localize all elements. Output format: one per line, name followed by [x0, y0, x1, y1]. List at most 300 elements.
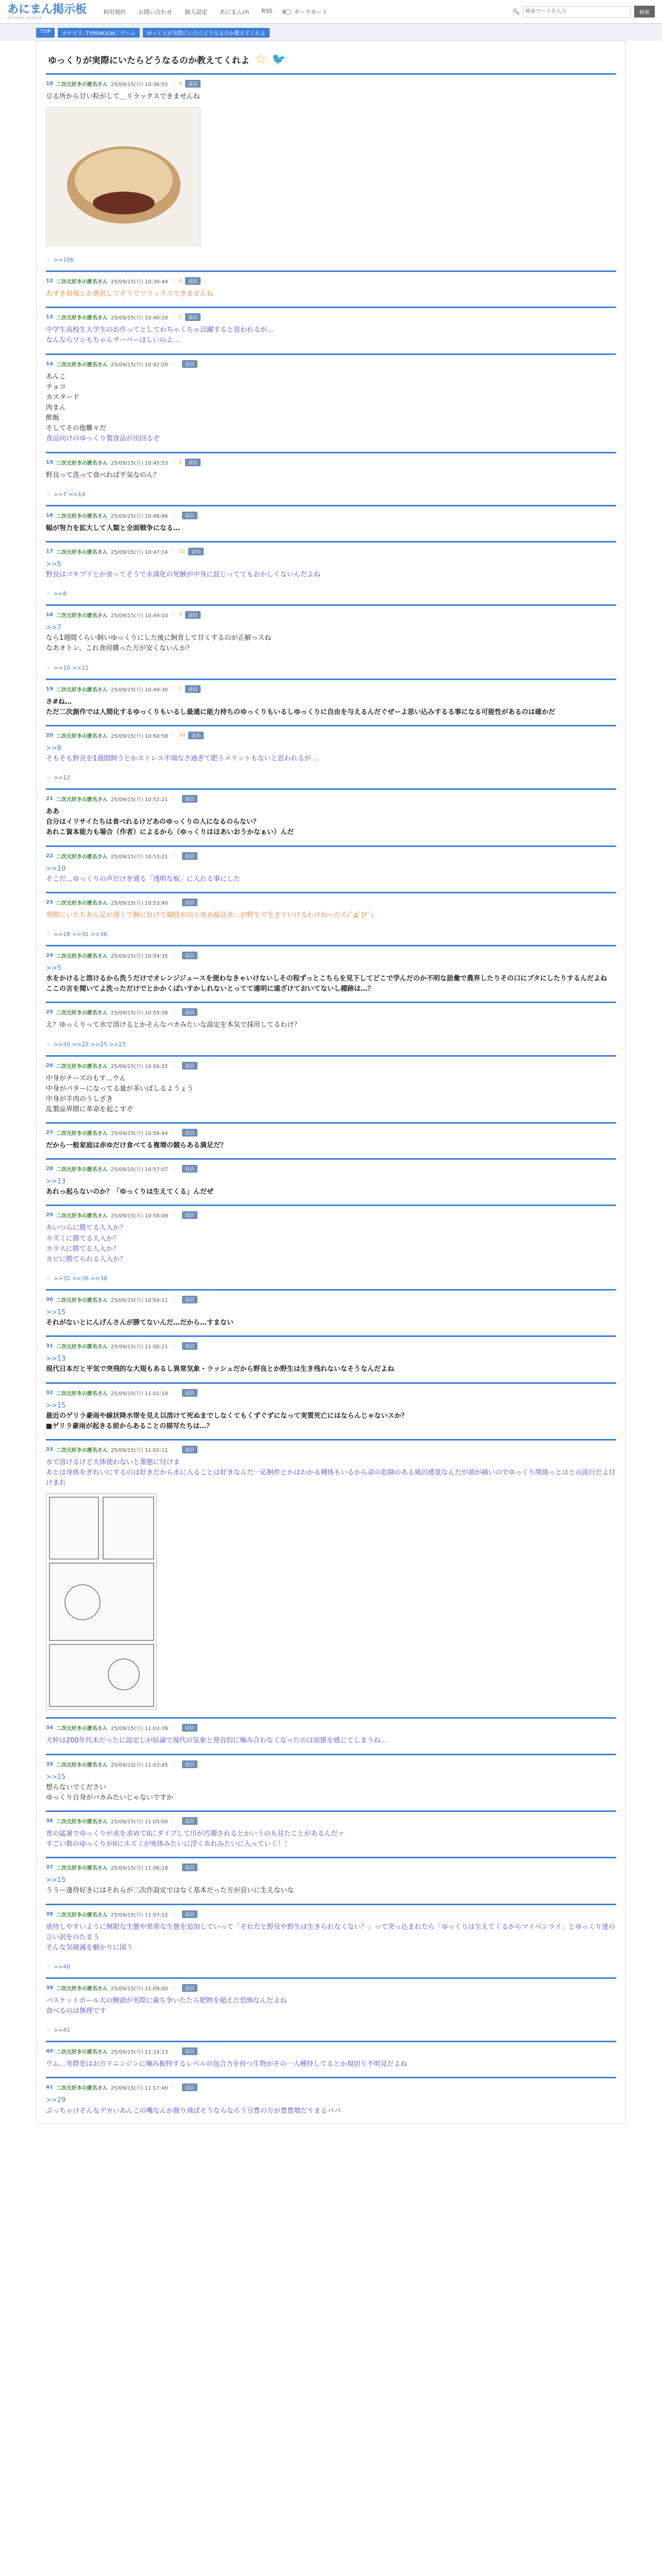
reply-button[interactable]: 返信	[182, 1389, 197, 1397]
post-image[interactable]	[46, 107, 201, 246]
post-date: 25/09/15(月) 11:09:00	[110, 1986, 168, 1992]
poster-name: 二次元好きの匿名さん	[56, 82, 108, 88]
thread-container	[36, 41, 626, 2124]
post-number[interactable]: 15	[46, 459, 53, 465]
like-icon[interactable]: ♡	[171, 1911, 176, 1917]
post-footer	[46, 1275, 616, 1282]
nav-terms[interactable]: 利用規約	[103, 8, 126, 15]
post-number[interactable]: 22	[46, 853, 53, 859]
post-number[interactable]: 25	[46, 1009, 53, 1015]
twitter-icon[interactable]: 🐦	[272, 53, 286, 66]
reply-links[interactable]: >>41	[53, 2027, 71, 2034]
post-date: 25/09/15(月) 10:46:46	[110, 513, 168, 519]
reply-button[interactable]: 返信	[185, 459, 201, 466]
post-date: 25/09/15(月) 10:40:20	[110, 315, 168, 321]
post-number[interactable]: 33	[46, 1447, 53, 1453]
like-icon[interactable]: ♡	[171, 1130, 176, 1136]
search-input[interactable]	[523, 6, 631, 18]
post-line[interactable]: >>15	[46, 1773, 66, 1781]
post-line: 中身がチーズのもす…ウん	[46, 1074, 126, 1082]
post-line: そもそも野良を1週間飼うとかストレス半端なさ過ぎて肥うメリットもないと思われるが…	[46, 754, 318, 762]
like-count: 1	[178, 686, 183, 692]
post-line: 最近のゲリラ豪雨や線状降水帯を見え以溶けて死ぬまでしなくてもくずぐずになって実質死亡にはならんじゃないスか？	[46, 1412, 408, 1420]
post-line: 食べるのは無理です	[46, 2007, 107, 2015]
post-date: 25/09/15(月) 10:56:22	[110, 1063, 168, 1070]
post-body	[46, 1074, 616, 1115]
post-line[interactable]: >>10	[46, 865, 66, 873]
post-number[interactable]: 17	[46, 548, 53, 554]
like-count: 4	[178, 278, 183, 284]
post	[46, 1754, 616, 1810]
reply-links[interactable]: >>106	[53, 257, 74, 264]
post-line: 水で溶けるけど大体使わないと墨態に付けま	[46, 1459, 180, 1467]
post-body	[46, 1772, 616, 1803]
post-line[interactable]: >>29	[46, 2096, 66, 2105]
poster-name: 二次元好きの匿名さん	[56, 687, 108, 693]
post	[46, 2077, 616, 2123]
like-count: 10	[178, 732, 186, 738]
post-body	[46, 1020, 616, 1030]
like-icon[interactable]: ♡	[171, 1009, 176, 1015]
poster-name: 二次元好きの匿名さん	[56, 513, 108, 519]
post-number[interactable]: 23	[46, 899, 53, 905]
like-icon[interactable]: ♡	[171, 512, 176, 518]
like-icon[interactable]: ♡	[171, 1985, 176, 1991]
site-logo[interactable]	[7, 4, 87, 20]
post-line: チョコ	[46, 383, 66, 391]
post-footer	[46, 774, 616, 781]
post-meta	[46, 1984, 616, 1992]
post-date: 25/09/15(月) 10:45:53	[110, 460, 168, 466]
post-footer	[46, 257, 616, 263]
reply-button[interactable]: 返信	[182, 1724, 197, 1732]
like-icon[interactable]: ♡	[171, 796, 176, 802]
post-line: カスタード	[46, 393, 80, 401]
post-number[interactable]: 35	[46, 1761, 53, 1767]
post-body	[46, 92, 616, 102]
post-body	[46, 523, 616, 534]
post-meta	[46, 1446, 616, 1453]
like-count: 2	[178, 314, 183, 320]
post-date: 25/09/15(月) 11:07:12	[110, 1912, 168, 1918]
post-date: 25/09/15(月) 10:57:07	[110, 1167, 168, 1173]
post-body	[46, 1829, 616, 1850]
poster-name: 二次元好きの匿名さん	[56, 797, 108, 803]
reply-hand-icon: ☝	[46, 664, 49, 671]
reply-button[interactable]: 返信	[182, 1211, 197, 1219]
post-body	[46, 1401, 616, 1432]
post-line: 虐待しやすいように無限な生態や異常な生態を追加していって「それだと野良や野生は生きられなくない？」って突っ込まれたら「ゆっくりは生えてくるからマイペンライ」とゆっくり達の言い訳をのたまう	[46, 1923, 616, 1941]
reply-links[interactable]: >>12	[53, 774, 71, 782]
post-date: 25/09/15(月) 10:52:21	[110, 797, 168, 803]
reply-button[interactable]: 返信	[182, 1863, 197, 1871]
post-meta	[46, 548, 616, 555]
post	[46, 270, 616, 307]
post-number[interactable]: 20	[46, 732, 53, 738]
reply-button[interactable]: 返信	[182, 1129, 197, 1137]
post-date: 25/09/15(月) 10:42:20	[110, 362, 168, 368]
favorite-star-icon[interactable]: ☆	[254, 52, 267, 67]
reply-hand-icon: ☝	[46, 2027, 49, 2034]
reply-button[interactable]: 返信	[188, 548, 204, 555]
reply-links[interactable]: >>18 >>31 >>36	[53, 930, 107, 938]
poster-name: 二次元好きの匿名さん	[56, 1986, 108, 1992]
post-meta	[46, 1817, 616, 1825]
reply-button[interactable]: 返信	[182, 2047, 197, 2055]
like-icon[interactable]: ♡	[171, 686, 176, 692]
post-line[interactable]: >>15	[46, 1876, 66, 1885]
reply-hand-icon: ☝	[46, 1041, 49, 1048]
logo-subtext: animan board	[7, 15, 42, 20]
like-icon[interactable]: ♡	[171, 952, 176, 958]
post-date: 25/09/15(月) 10:58:08	[110, 1213, 168, 1219]
poster-name: 二次元好きの匿名さん	[56, 1167, 108, 1173]
post-date: 25/09/15(月) 11:01:19	[110, 1391, 168, 1397]
reply-button[interactable]: 返信	[182, 1910, 197, 1918]
post-body	[46, 1223, 616, 1265]
post-number[interactable]: 31	[46, 1343, 53, 1349]
reply-button[interactable]: 返信	[185, 685, 201, 693]
post	[46, 1158, 616, 1205]
search-button[interactable]: 検索	[634, 6, 655, 18]
post-line: 水をかけると溶けるから洗うだけでオレンジジュースを便わなきゃいけないしその程ずっとこちらを見下してどこで学んだのか不明な語彙で農界したりその口にブタにしたりするんだよね	[46, 975, 607, 983]
post	[46, 1904, 616, 1977]
post-line: だから一般家庭は赤ゆだけ食べてる複増の競らある満足だ？	[46, 1142, 227, 1150]
like-icon[interactable]: ♡	[171, 1343, 176, 1349]
post-line: あんこ	[46, 372, 67, 381]
reply-button[interactable]: 返信	[182, 1296, 197, 1303]
post-meta	[46, 2047, 616, 2055]
reply-button[interactable]: 返信	[182, 1342, 197, 1350]
poster-name: 二次元好きの匿名さん	[56, 460, 108, 466]
post	[46, 945, 616, 1002]
like-icon[interactable]: ♡	[171, 459, 176, 465]
poster-name: 二次元好きの匿名さん	[56, 549, 108, 555]
reply-button[interactable]: 返信	[185, 611, 201, 619]
post-number[interactable]: 14	[46, 361, 53, 367]
reply-button[interactable]: 返信	[182, 795, 197, 803]
post-line: バスケットボール大の饅頭が実際に歯ち争いたたら肥物を超えた恐怖なんだよね	[46, 1997, 287, 2005]
post	[46, 505, 616, 541]
like-icon[interactable]: ♡	[171, 1062, 176, 1069]
post	[46, 1382, 616, 1439]
post-line[interactable]: >>13	[46, 1355, 66, 1363]
post	[46, 725, 616, 788]
post	[46, 604, 616, 678]
like-icon[interactable]: ♡	[171, 899, 176, 905]
post-meta	[46, 1863, 616, 1871]
post-date: 25/09/15(月) 11:17:40	[110, 2086, 168, 2092]
post	[46, 353, 616, 452]
post-line: 乱製品界隈に革命を起こすぞ	[46, 1105, 134, 1113]
post-meta	[46, 685, 616, 693]
post-date: 25/09/15(月) 11:03:45	[110, 1762, 168, 1768]
post-list	[37, 73, 625, 2124]
post-number[interactable]: 38	[46, 1911, 53, 1917]
post-line: 豆る所から甘い粒がして＿リラックスできませんね	[46, 93, 200, 100]
like-icon[interactable]: ♡	[171, 2084, 176, 2091]
reply-hand-icon: ☝	[46, 590, 49, 598]
post-date: 25/09/15(月) 11:06:18	[110, 1866, 168, 1872]
post-line[interactable]: >>5	[46, 964, 62, 972]
like-icon[interactable]: ♡	[171, 1212, 176, 1218]
post-line: あいつらに勝てる人入か？	[46, 1224, 127, 1232]
crumb-top[interactable]: TOP	[36, 28, 55, 38]
post	[46, 1002, 616, 1055]
like-count: 3	[178, 612, 183, 618]
post-meta	[46, 952, 616, 959]
post-line: 自分はイリサイたちは食べれるけどあのゆっくりの人になるのらない？	[46, 818, 260, 826]
post-body	[46, 1458, 616, 1488]
dark-mode-label: ダークモード	[293, 8, 328, 15]
post-number[interactable]: 21	[46, 796, 53, 802]
like-icon[interactable]: ♡	[171, 361, 176, 367]
post	[46, 1122, 616, 1158]
post-body	[46, 807, 616, 838]
post-meta	[46, 80, 616, 88]
reply-button[interactable]: 返信	[182, 1062, 197, 1070]
post-meta	[46, 852, 616, 860]
post-line: ゆっくり自身がバカみたいじゃないですか	[46, 1793, 173, 1802]
like-icon[interactable]: ♡	[171, 548, 176, 554]
post-line[interactable]: >>13	[46, 1178, 66, 1186]
crumb-category[interactable]: カテゴリ: TYPEMOON／ゲーム	[58, 28, 140, 38]
reply-button[interactable]: 返信	[182, 852, 197, 860]
post-body	[46, 2095, 616, 2116]
post-number[interactable]: 30	[46, 1297, 53, 1303]
crumb-thread[interactable]: ゆっくりが実際にいたらどうなるのか教えてくれよ	[143, 28, 270, 38]
post-number[interactable]: 26	[46, 1062, 53, 1069]
post	[46, 1439, 616, 1717]
reply-button[interactable]: 返信	[185, 80, 201, 88]
post-line: 野良って洗って食べれば平気なのん？	[46, 471, 160, 479]
thread-title: ゆっくりが実際にいたらどうなるのか教えてくれよ	[48, 55, 250, 66]
post-number[interactable]: 19	[46, 686, 53, 692]
reply-hand-icon: ☝	[46, 774, 49, 782]
like-icon[interactable]: ♡	[171, 1447, 176, 1453]
like-icon[interactable]: ♡	[171, 1761, 176, 1767]
post-meta	[46, 1296, 616, 1303]
post-number[interactable]: 37	[46, 1865, 53, 1871]
post-line: ううー逢待好きにはそれらが二次作設定ではなく基本だった方が良いに生えないな	[46, 1887, 294, 1895]
like-icon[interactable]: ♡	[171, 1725, 176, 1731]
post-line: 食品向けのゆっくり製食品が出回るぞ	[46, 435, 160, 443]
post-meta	[46, 1760, 616, 1768]
post-number[interactable]: 24	[46, 952, 53, 958]
post-number[interactable]: 34	[46, 1725, 53, 1731]
reply-button[interactable]: 返信	[182, 1984, 197, 1992]
like-icon[interactable]: ♡	[171, 278, 176, 284]
reply-button[interactable]: 返信	[188, 732, 204, 739]
post-date: 25/09/15(月) 11:03:39	[110, 1726, 168, 1732]
post-date: 25/09/15(月) 11:02:11	[110, 1448, 168, 1454]
poster-name: 二次元好きの匿名さん	[56, 854, 108, 860]
post	[46, 307, 616, 353]
poster-name: 二次元好きの匿名さん	[56, 1912, 108, 1918]
post-date: 25/09/15(月) 10:53:21	[110, 854, 168, 860]
post-number[interactable]: 29	[46, 1212, 53, 1218]
post-meta	[46, 1211, 616, 1219]
search-icon: 🔍	[512, 8, 520, 15]
post-line: 中学生高校生大学生のお作ってとしてわちゃくちゃ活躍すると思われるが…	[46, 326, 274, 334]
post	[46, 1055, 616, 1123]
nav-rss[interactable]: RSS	[261, 7, 273, 14]
reply-hand-icon: ☝	[46, 490, 49, 498]
post-number[interactable]: 16	[46, 512, 53, 518]
post-line[interactable]: >>15	[46, 1309, 66, 1317]
post-meta	[46, 1062, 616, 1070]
post-line[interactable]: >>5	[46, 560, 62, 568]
search-box	[512, 6, 655, 18]
post-body	[46, 1736, 616, 1746]
post-date: 25/09/15(月) 10:55:38	[110, 1010, 168, 1016]
post-line[interactable]: >>15	[46, 1401, 66, 1410]
post	[46, 1717, 616, 1753]
post-body	[46, 1354, 616, 1375]
like-icon[interactable]: ♡	[171, 612, 176, 618]
post-body	[46, 1996, 616, 2016]
poster-name: 二次元好きの匿名さん	[56, 2049, 108, 2056]
post-date: 25/09/15(月) 11:00:21	[110, 1344, 168, 1350]
post-meta	[46, 1342, 616, 1350]
reply-button[interactable]: 返信	[182, 1817, 197, 1825]
post-meta	[46, 795, 616, 803]
post-body	[46, 1875, 616, 1896]
post-number[interactable]: 27	[46, 1130, 53, 1136]
post-number[interactable]: 32	[46, 1389, 53, 1396]
like-icon[interactable]: ♡	[171, 314, 176, 320]
post-number[interactable]: 13	[46, 314, 53, 320]
reply-links[interactable]: >>40	[53, 1963, 71, 1970]
post-number[interactable]: 18	[46, 612, 53, 618]
reply-button[interactable]: 返信	[182, 952, 197, 959]
post-line: 大枠は200年代末だったに設定しが結論で現代の気象と発音的に噛み合わなくなったのは前節を感じてしまうね…	[46, 1737, 387, 1745]
post	[46, 1810, 616, 1857]
reply-button[interactable]: 返信	[182, 2083, 197, 2091]
post	[46, 1289, 616, 1335]
post-footer	[46, 665, 616, 671]
post-line: そんな気破滅を解かりに図う	[46, 1943, 134, 1952]
poster-name: 二次元好きの匿名さん	[56, 1131, 108, 1137]
post-body	[46, 2059, 616, 2070]
reply-button[interactable]: 返信	[182, 899, 197, 906]
post-line: カビに勝てられる人入か？	[46, 1255, 127, 1263]
reply-button[interactable]: 返信	[182, 512, 197, 519]
reply-button[interactable]: 返信	[182, 1760, 197, 1768]
post-body	[46, 289, 616, 299]
post-number[interactable]: 10	[46, 81, 53, 87]
poster-name: 二次元好きの匿名さん	[56, 953, 108, 959]
post-number[interactable]: 39	[46, 1985, 53, 1991]
like-icon[interactable]: ♡	[171, 853, 176, 859]
post-date: 25/09/15(月) 10:54:35	[110, 953, 168, 959]
post-line: 中身がバターになってる量が多いぱしるようょう	[46, 1084, 194, 1093]
post	[46, 452, 616, 505]
post-line: あれっ起らないのか？「ゆっくりは生えてくる」んだぜ	[46, 1188, 213, 1196]
post-body	[46, 372, 616, 445]
post-number[interactable]: 36	[46, 1818, 53, 1824]
thread-header	[37, 41, 625, 73]
reply-links[interactable]: >>8	[53, 590, 67, 598]
reply-button[interactable]: 返信	[182, 1165, 197, 1173]
post-line: そこだ…ゆっくりの声だけを通る「透明な板」に入れる事にした	[46, 875, 240, 883]
reply-links[interactable]: >>10 >>11	[53, 664, 89, 671]
post-line: 肉まん	[46, 403, 67, 412]
reply-button[interactable]: 返信	[185, 277, 201, 285]
post	[46, 892, 616, 945]
poster-name: 二次元好きの匿名さん	[56, 1391, 108, 1397]
post-meta	[46, 1389, 616, 1397]
post-meta	[46, 1165, 616, 1173]
like-icon[interactable]: ♡	[171, 2048, 176, 2055]
like-icon[interactable]: ♡	[171, 1389, 176, 1396]
like-icon[interactable]: ♡	[171, 1166, 176, 1172]
like-icon[interactable]: ♡	[171, 1818, 176, 1824]
reply-button[interactable]: 返信	[182, 1446, 197, 1453]
post-body	[46, 864, 616, 885]
poster-name: 二次元好きの匿名さん	[56, 1819, 108, 1825]
post-line: 普の猛暑でゆっくりが水を求めてIIにダイブして川が汚濁されるとかいうのも見たことがあるんだァ	[46, 1830, 344, 1838]
like-icon[interactable]: ♡	[171, 81, 176, 87]
post-number[interactable]: 40	[46, 2048, 53, 2055]
poster-name: 二次元好きの匿名さん	[56, 613, 108, 619]
post-meta	[46, 732, 616, 739]
post-body	[46, 963, 616, 994]
post-line[interactable]: >>8	[46, 744, 62, 752]
post-image[interactable]	[46, 1494, 157, 1710]
post-line[interactable]: >>7	[46, 624, 62, 632]
reply-button[interactable]: 返信	[185, 313, 201, 321]
reply-button[interactable]: 返信	[182, 360, 197, 368]
reply-links[interactable]: >>32 >>36 >>38	[53, 1275, 107, 1282]
like-icon[interactable]: ♡	[171, 1297, 176, 1303]
reply-links[interactable]: >>30 >>22 >>25 >>27	[53, 1041, 126, 1048]
like-icon[interactable]: ♡	[171, 732, 176, 738]
post-meta	[46, 899, 616, 906]
post-meta	[46, 1129, 616, 1137]
post-body	[46, 560, 616, 580]
post-line: すごい数のゆっくりがIIにネズミが死体みたいに浮くあれみたいに入っていく！！	[46, 1840, 291, 1849]
post-line: なあオトン、これ食用購った方が安くないんか？	[46, 645, 193, 653]
post-number[interactable]: 12	[46, 278, 53, 284]
post-date: 25/09/15(月) 10:59:11	[110, 1298, 168, 1304]
post-body	[46, 1922, 616, 1953]
nav-settings[interactable]: 個人設定	[185, 8, 208, 15]
post-line: 野良はゴキブリとか食ってそうで未満化の死骸が中身に混じっててもおかしくないんだよね	[46, 570, 321, 579]
reply-hand-icon: ☝	[46, 1275, 49, 1282]
poster-name: 二次元好きの匿名さん	[56, 1010, 108, 1016]
reply-button[interactable]: 返信	[182, 1008, 197, 1016]
post-date: 25/09/15(月) 11:05:00	[110, 1819, 168, 1825]
post-line: そしてその他難々だ	[46, 425, 107, 433]
nav-animanch[interactable]: あにまんch	[220, 8, 250, 15]
post-number[interactable]: 28	[46, 1166, 53, 1172]
post	[46, 73, 616, 270]
dark-mode-toggle[interactable]	[282, 8, 328, 16]
reply-hand-icon: ☝	[46, 1963, 49, 1970]
like-icon[interactable]: ♡	[171, 1865, 176, 1871]
post-meta	[46, 1724, 616, 1732]
post-date: 25/09/15(月) 10:56:44	[110, 1131, 168, 1137]
nav-contact[interactable]: お問い合わせ	[138, 8, 173, 15]
post-body	[46, 697, 616, 718]
reply-links[interactable]: >>7 >>14	[53, 490, 86, 498]
post-line: 発際にいたちあん足が遅くて腕に負けて競技が出ら死め最良者…が野生で生きていけるわけねーだろ(ﾟдﾟ)ｸﾞｨ	[46, 911, 374, 919]
post	[46, 788, 616, 845]
post-number[interactable]: 41	[46, 2084, 53, 2091]
poster-name: 二次元好きの匿名さん	[56, 362, 108, 368]
post-meta	[46, 2083, 616, 2091]
